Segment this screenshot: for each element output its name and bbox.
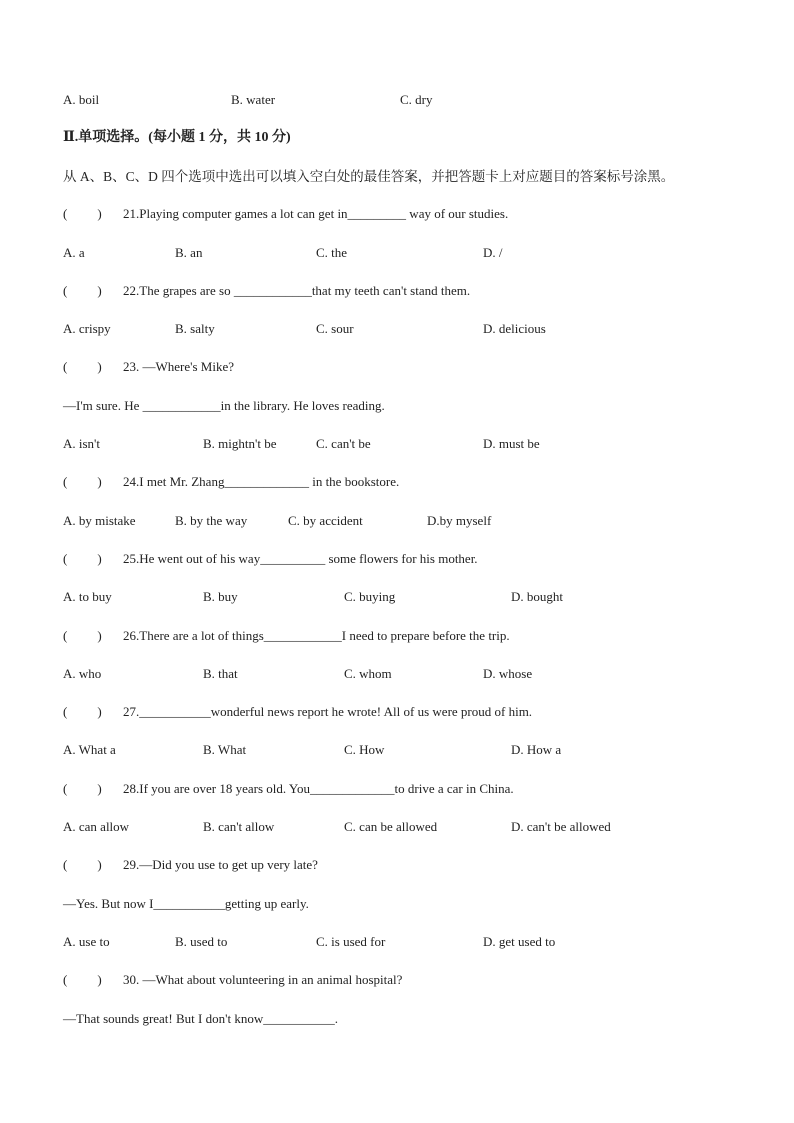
option-a: A. to buy (63, 589, 112, 604)
option-b: B. buy (203, 589, 238, 604)
open-paren: ( (63, 972, 68, 987)
open-paren: ( (63, 474, 68, 489)
close-paren: ) (97, 359, 102, 374)
option-a: A. use to (63, 934, 110, 949)
question-30 (63, 972, 402, 988)
question-text: 25.He went out of his way__________ some flowers for his mother. (123, 551, 478, 566)
option-a: A. isn't (63, 436, 101, 451)
option-a: A. crispy (63, 321, 111, 336)
close-paren: ) (97, 704, 102, 719)
open-paren: ( (63, 628, 68, 643)
instructions: 从 A、B、C、D 四个选项中选出可以填入空白处的最佳答案，并把答题卡上对应题目的答案标号涂黑。 (63, 169, 675, 184)
question-text: 21.Playing computer games a lot can get in_________ way of our studies. (123, 206, 509, 221)
option-a: A. by mistake (63, 513, 136, 528)
question-30-line2: —That sounds great! But I don't know___________. (63, 1011, 338, 1026)
question-text: 29.—Did you use to get up very late? (123, 857, 318, 872)
question-text: 28.If you are over 18 years old. You_____________to drive a car in China. (123, 781, 514, 796)
open-paren: ( (63, 283, 68, 298)
question-text: 22.The grapes are so ____________that my teeth can't stand them. (123, 283, 471, 298)
question-29-line2: —Yes. But now I___________getting up early. (63, 896, 309, 911)
option-b: B. that (203, 666, 238, 681)
option-d: D. must be (483, 436, 540, 451)
option-b: B. What (203, 742, 247, 757)
prev-option-b: B. water (231, 92, 276, 107)
option-c: C. How (344, 742, 385, 757)
open-paren: ( (63, 359, 68, 374)
question-26 (63, 628, 510, 644)
option-d: D. delicious (483, 321, 546, 336)
option-c: C. whom (344, 666, 392, 681)
option-d: D. get used to (483, 934, 556, 949)
option-b: B. an (175, 245, 203, 260)
question-21 (63, 206, 508, 222)
close-paren: ) (97, 857, 102, 872)
close-paren: ) (97, 628, 102, 643)
option-d: D. bought (511, 589, 563, 604)
question-text: 27.___________wonderful news report he wrote! All of us were proud of him. (123, 704, 533, 719)
question-23 (63, 359, 234, 375)
open-paren: ( (63, 206, 68, 221)
close-paren: ) (97, 551, 102, 566)
option-d: D. / (483, 245, 503, 260)
option-c: C. can be allowed (344, 819, 438, 834)
option-c: C. sour (316, 321, 354, 336)
option-a: A. can allow (63, 819, 130, 834)
close-paren: ) (97, 972, 102, 987)
close-paren: ) (97, 206, 102, 221)
question-29 (63, 857, 318, 873)
question-24 (63, 474, 399, 490)
option-b: B. can't allow (203, 819, 275, 834)
question-text: 23. —Where's Mike? (123, 359, 235, 374)
prev-option-a: A. boil (63, 92, 100, 107)
option-c: C. buying (344, 589, 396, 604)
option-c: C. is used for (316, 934, 386, 949)
option-b: B. salty (175, 321, 215, 336)
close-paren: ) (97, 781, 102, 796)
option-b: B. mightn't be (203, 436, 277, 451)
option-b: B. by the way (175, 513, 248, 528)
option-d: D. whose (483, 666, 533, 681)
option-c: C. the (316, 245, 348, 260)
option-b: B. used to (175, 934, 228, 949)
open-paren: ( (63, 781, 68, 796)
question-text: 24.I met Mr. Zhang_____________ in the bookstore. (123, 474, 400, 489)
question-27 (63, 704, 532, 720)
option-a: A. a (63, 245, 85, 260)
close-paren: ) (97, 283, 102, 298)
option-c: C. can't be (316, 436, 371, 451)
question-23-line2: —I'm sure. He ____________in the library. He loves reading. (63, 398, 385, 413)
option-d: D. How a (511, 742, 562, 757)
question-text: 26.There are a lot of things____________I need to prepare before the trip. (123, 628, 510, 643)
option-a: A. What a (63, 742, 116, 757)
option-d: D.by myself (427, 513, 492, 528)
option-d: D. can't be allowed (511, 819, 611, 834)
section-title: Ⅱ.单项选择。(每小题 1 分，共 10 分) (63, 130, 291, 145)
open-paren: ( (63, 857, 68, 872)
open-paren: ( (63, 704, 68, 719)
option-a: A. who (63, 666, 102, 681)
question-22 (63, 283, 470, 299)
question-28 (63, 781, 514, 797)
question-text: 30. —What about volunteering in an animal hospital? (123, 972, 403, 987)
option-c: C. by accident (288, 513, 363, 528)
close-paren: ) (97, 474, 102, 489)
prev-option-c: C. dry (400, 92, 433, 107)
question-25 (63, 551, 478, 567)
open-paren: ( (63, 551, 68, 566)
